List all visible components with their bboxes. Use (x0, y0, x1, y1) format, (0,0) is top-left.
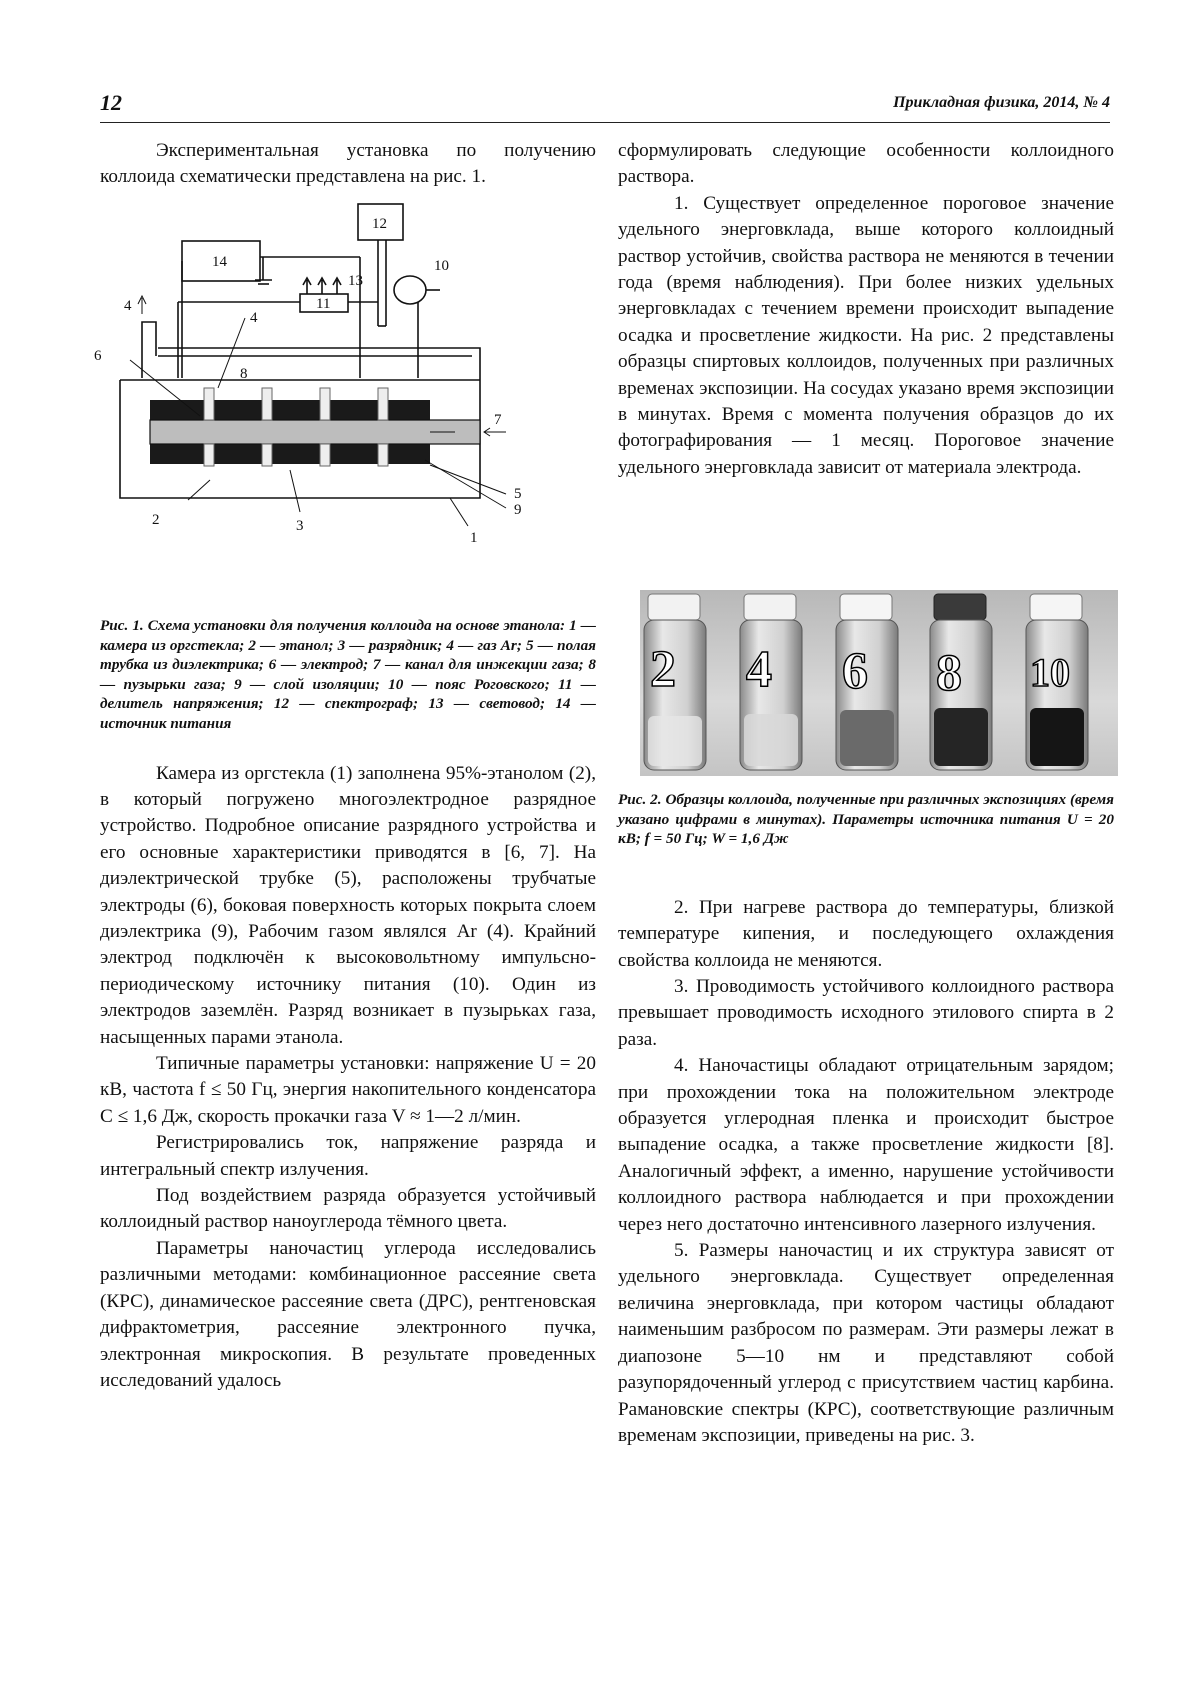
fig1-label-14: 14 (212, 254, 227, 270)
right-paragraph-1: 1. Существует определенное пороговое значение удельного энерговклада, выше которого коллоидный раствор устойчив, свойства раствора не меняются в течении года (время наблюдения). При более низких удельных энерговкладах с течением времени происходит выпадение осадка и просветление жидкости. На рис. 2 представлены образцы спиртовых коллоидов, полученных при различных временах экспозиции. На сосудах указано время экспозиции в минутах. Время с момента получения образцов до их фотографирования — 1 месяц. Пороговое значение удельного энерговклада зависит от материала электрода. (618, 192, 1114, 478)
vial-label-4: 4 (746, 641, 772, 698)
fig1-label-6: 6 (94, 348, 102, 364)
page-header (100, 88, 1110, 123)
fig1-label-9: 9 (514, 502, 522, 518)
left-column (100, 616, 596, 1394)
right-column (618, 790, 1114, 1449)
fig1-label-13: 13 (348, 273, 363, 289)
right-paragraph-4: 4. Наночастицы обладают отрицательным зарядом; при прохождении тока на положительном электроде образуется углеродная пленка и происходит быстрое выпадение осадка, а также просветление жидкости [8]. Аналогичный эффект, а именно, нарушение устойчивости коллоидного раствора наблюдается и при прохождении через него достаточно интенсивного лазерного излучения. (618, 1055, 1114, 1235)
fig1-label-4a: 4 (124, 298, 132, 314)
fig1-label-7: 7 (494, 412, 502, 428)
journal-name: Прикладная физика, 2014, № 4 (893, 94, 1110, 111)
fig1-label-2: 2 (152, 512, 160, 528)
figure-2-photo (640, 590, 1118, 776)
fig1-label-12: 12 (372, 216, 387, 232)
rogowski-belt-10 (394, 276, 426, 304)
fig1-label-5: 5 (514, 486, 522, 502)
left-intro (100, 138, 596, 191)
fig1-label-11: 11 (316, 296, 331, 312)
vial-label-8: 8 (936, 645, 962, 702)
figure-2-caption: Рис. 2. Образцы коллоида, полученные при различных экспозициях (время указано цифрами в минутах). Параметры источника питания U = 20 кВ; f = 50 Гц; W = 1,6 Дж (618, 791, 1114, 848)
fig1-label-3: 3 (296, 518, 304, 534)
vial-label-6: 6 (842, 643, 868, 700)
right-paragraph-3: 3. Проводимость устойчивого коллоидного раствора превышает проводимость исходного этилового спирта в 2 раза. (618, 976, 1114, 1050)
figure-1-diagram (94, 210, 596, 602)
fig1-label-1: 1 (470, 530, 478, 546)
right-column-top (618, 138, 1114, 481)
page-number: 12 (100, 90, 122, 115)
intro-paragraph: Экспериментальная установка по получению коллоида схематически представлена на рис. 1. (100, 140, 596, 188)
figure-1-caption: Рис. 1. Схема установки для получения коллоида на основе этанола: 1 — камера из оргстекла; 2 — этанол; 3 — разрядник; 4 — газ Ar; 5 — полая трубка из диэлектрика; 6 — электрод; 7 — канал для инжекции газа; 8 — пузырьки газа; 9 — слой изоляции; 10 — пояс Роговского; 11 — делитель напряжения; 12 — спектрограф; 13 — световод; 14 — источник питания (100, 617, 596, 732)
left-paragraph-2: Типичные параметры установки: напряжение U = 20 кВ, частота f ≤ 50 Гц, энергия накопительного конденсатора C ≤ 1,6 Дж, скорость прокачки газа V ≈ 1—2 л/мин. (100, 1053, 596, 1127)
right-paragraph-5: 5. Размеры наночастиц и их структура зависят от удельного энерговклада. Существует определенная величина энерговклада, при котором частицы обладают наименьшим разбросом по размерам. Эти размеры лежат в диапозоне 5—10 нм и представляют собой разупорядоченный углерод с присутствием частиц карбина. Рамановские спектры (КРС), соответствующие различным временам экспозиции, приведены на рис. 3. (618, 1240, 1114, 1446)
vial-label-10: 10 (1030, 650, 1070, 695)
fig1-label-8: 8 (240, 366, 248, 382)
left-paragraph-3: Регистрировались ток, напряжение разряда и интегральный спектр излучения. (100, 1132, 596, 1180)
fig1-label-10: 10 (434, 258, 449, 274)
right-paragraph-0: сформулировать следующие особенности коллоидного раствора. (618, 140, 1114, 188)
fig1-label-4b: 4 (250, 310, 258, 326)
vial-label-2: 2 (650, 641, 676, 698)
left-paragraph-1: Камера из оргстекла (1) заполнена 95%-этанолом (2), в который погружено многоэлектродное разрядное устройство. Подробное описание разрядного устройства и его основные характеристики приводятся в [6, 7]. На диэлектрической трубке (5), расположены трубчатые электроды (6), боковая поверхность которых покрыта слоем диэлектрика (9), Рабочим газом являлся Ar (4). Крайний электрод подключён к высоковольтному импульсно-периодическому источнику питания (10). Один из электродов заземлён. Разряд возникает в пузырьках газа, насыщенных парами этанола. (100, 762, 596, 1048)
left-paragraph-4: Под воздействием разряда образуется устойчивый коллоидный раствор наноуглерода тёмного цвета. (100, 1185, 596, 1233)
left-paragraph-5: Параметры наночастиц углерода исследовались различными методами: комбинационное рассеяние света (КРС), динамическое рассеяние света (ДРС), рентгеновская дифрактометрия, рассеяние электронного пучка, электронная микроскопия. В результате проведенных исследований удалось (100, 1237, 596, 1391)
right-paragraph-2: 2. При нагреве раствора до температуры, близкой температуре кипения, и последующего охлаждения свойства коллоида не меняются. (618, 896, 1114, 971)
